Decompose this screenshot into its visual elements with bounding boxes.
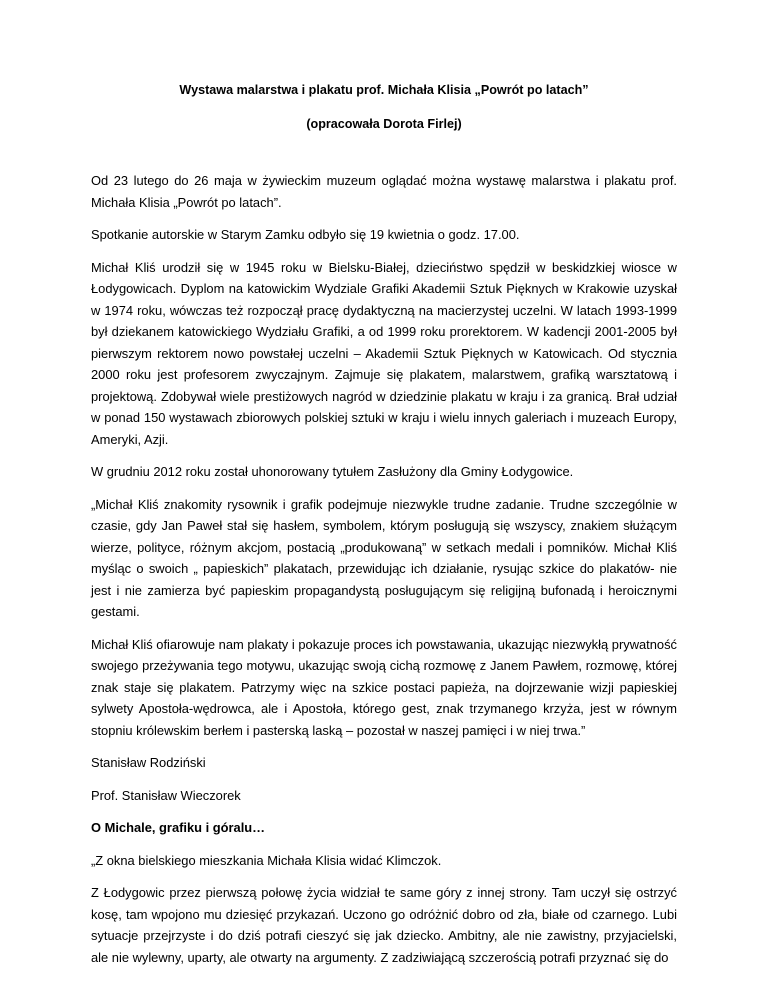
section-heading: O Michale, grafiku i góralu… bbox=[91, 820, 266, 835]
signature-rodzinski: Stanisław Rodziński bbox=[91, 755, 206, 770]
document-title: Wystawa malarstwa i plakatu prof. Michała Klisia „Powrót po latach” bbox=[179, 83, 589, 97]
signature-wieczorek: Prof. Stanisław Wieczorek bbox=[91, 787, 241, 803]
paragraph-exhibition-dates: Od 23 lutego do 26 maja w żywieckim muzeum oglądać można wystawę malarstwa i plakatu prof. Michała Klisia „Powrót po latach”. bbox=[91, 173, 677, 210]
paragraph-lodygowice: Z Łodygowic przez pierwszą połowę życia widział te same góry z innej strony. Tam uczył się ostrzyć kosę, tam wpojono mu dziesięć przykazań. Uczono go odróżnić dobro od zła, białe od czarnego. Lubi sytuacje przejrzyste i do dziś potrafi cieszyć się jak dziecko. Ambitny, ale nie zawistny, przyjacielski, ale nie wylewny, uparty, ale otwarty na argumenty. Z zadziwiającą szczerością potrafi przyznać się do bbox=[91, 885, 677, 965]
paragraph-biography: Michał Kliś urodził się w 1945 roku w Bielsku-Białej, dzieciństwo spędził w beskidzkiej wiosce w Łodygowicach. Dyplom na katowickim Wydziale Grafiki Akademii Sztuk Pięknych w Krakowie uzyskał w 1974 roku, wówczas też rozpoczął pracę dydaktyczną na macierzystej uczelni. W latach 1993-1999 był dziekanem katowickiego Wydziału Grafiki, a od 1999 roku prorektorem. W kadencji 2001-2005 był pierwszym rektorem nowo powstałej uczelni – Akademii Sztuk Pięknych w Katowicach. Od stycznia 2000 roku jest profesorem zwyczajnym. Zajmuje się plakatem, malarstwem, grafiką warsztatową i projektową. Zdobywał wiele prestiżowych nagród w dziedzinie plakatu w kraju i za granicą. Brał udział w ponad 150 wystawach zbiorowych polskiej sztuki w kraju i wielu innych galeriach i muzeach Europy, Ameryki, Azji. bbox=[91, 259, 677, 447]
paragraph-quote-1: „Michał Kliś znakomity rysownik i grafik podejmuje niezwykle trudne zadanie. Trudne szczególnie w czasie, gdy Jan Paweł stał się hasłem, symbolem, którym posługują się wszyscy, znakiem służącym wierze, polityce, różnym akcjom, postacią „produkowaną” w setkach medali i pomników. Michał Kliś myśląc o swoich „ papieskich” plakatach, przewidując ich działanie, rysując szkice do plakatów- nie jest i nie zamierza być papieskim propagandystą posługującym się religijną bufonadą i heroicznymi gestami. bbox=[91, 496, 677, 619]
document-subtitle: (opracowała Dorota Firlej) bbox=[306, 117, 462, 131]
paragraph-quote-2: Michał Kliś ofiarowuje nam plakaty i pokazuje proces ich powstawania, ukazując niezwykłą prywatność swojego przeżywania tego motywu, ukazując swoją cichą rozmowę z Janem Pawłem, rozmowę, której znak staje się plakatem. Patrzymy więc na szkice postaci papieża, na dojrzewanie wizji papieskiej sylwety Apostoła-wędrowca, ale i Apostoła, którego gest, znak trzymanego krzyża, jest w równym stopniu królewskim berłem i pasterską laską – pozostał w naszej pamięci i w niej trwa.” bbox=[91, 636, 677, 738]
paragraph-honor: W grudniu 2012 roku został uhonorowany tytułem Zasłużony dla Gminy Łodygowice. bbox=[91, 464, 574, 479]
paragraph-author-meeting: Spotkanie autorskie w Starym Zamku odbyło się 19 kwietnia o godz. 17.00. bbox=[91, 227, 520, 242]
document-body bbox=[91, 83, 677, 968]
paragraph-klimczok: „Z okna bielskiego mieszkania Michała Klisia widać Klimczok. bbox=[91, 852, 442, 868]
